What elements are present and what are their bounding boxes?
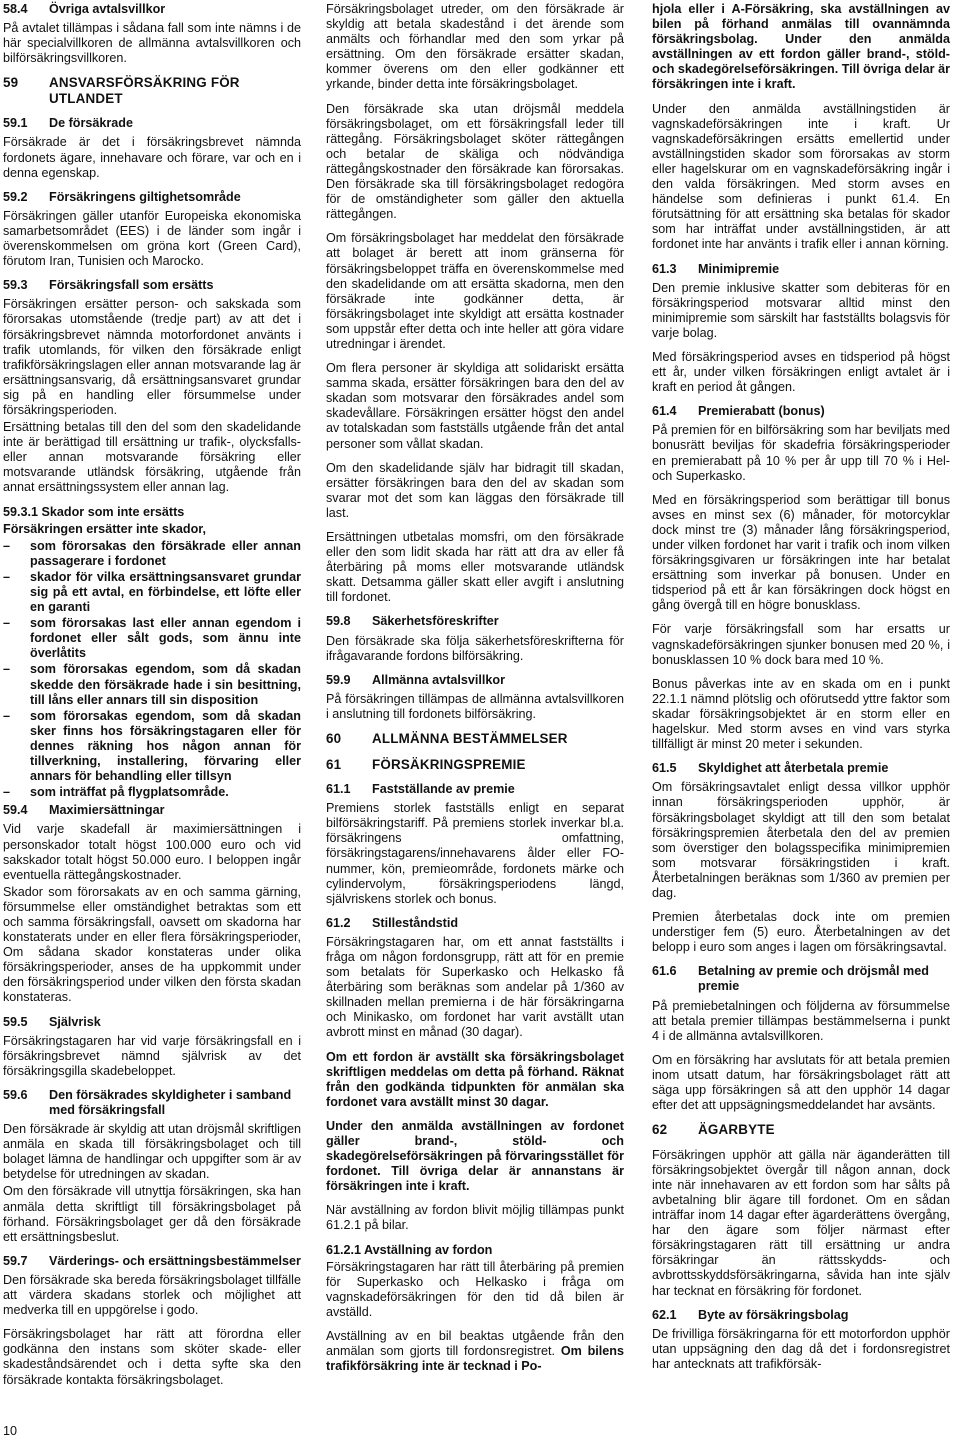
paragraph: Ersättningen utbetalas momsfri, om den försäkrade eller den som lidit skada har rätt att dra av eller få återbäring på moms eller motsvarande utländsk skatt. Detsamma gäller skatt eller avgift i anslutning till fordonet. bbox=[326, 530, 624, 605]
paragraph: Under den anmälda avställningstiden är vagnskadeförsäkringen inte i kraft. Ur vagnskadeförsäkringen ersätts emellertid under avställningstiden skador som förorsakas av storm eller hagelskurar om en vagnskadeförsäkring ingår i den valda försäkringen. Med storm avses en händelse som definieras i punkt 61.4. En förutsättning för att ersättning ska betalas för skador som har inträffat under avställningstiden, är att fordonet inte har använts i trafik eller i annan körning. bbox=[652, 101, 950, 252]
heading-61-6: 61.6 Betalning av premie och dröjsmål med premie bbox=[652, 964, 929, 994]
paragraph: De frivilliga försäkringarna för ett motorfordon upphör utan uppsägning den dag då det i fordonsregistret har antecknats att trafikförsäk- bbox=[652, 1326, 950, 1371]
heading-62-1: 62.1 Byte av försäkringsbolag bbox=[652, 1307, 849, 1322]
heading-59-6: 59.6 Den försäkrades skyldigheter i samband med försäkringsfall bbox=[3, 1087, 292, 1117]
column-3 bbox=[652, 2, 950, 1381]
list-item: – som förorsakas den försäkrade eller annan passagerare i fordonet bbox=[3, 538, 301, 568]
list-item: – som förorsakas last eller annan egendom i fordonet eller sålt gods, som ännu inte överlåtits bbox=[3, 616, 301, 661]
list-item: – som förorsakas egendom, som då skadan skedde den försäkrade hade i sin besittning, till låns eller annars till sin disposition bbox=[3, 662, 301, 707]
paragraph: Försäkringsbolaget har rätt att förordna eller godkänna den instans som sköter skade- eller skadeståndsärendet och i detta syfte ska den försäkrade kontakta försäkringsbolaget. bbox=[3, 1327, 301, 1387]
paragraph: Avställning av en bil beaktas utgående från den anmälan som gjorts till fordonsregistret. Om bilens trafikförsäkring inte är tecknad i Po- bbox=[326, 1329, 624, 1374]
paragraph: Med försäkringsperiod avses en tidsperiod på högst ett år, under vilken försäkringen enligt avtalet är i kraft en period åt gången. bbox=[652, 349, 950, 395]
heading-59-7: 59.7 Värderings- och ersättningsbestämmelser bbox=[3, 1253, 301, 1268]
heading-59-1: 59.1 De försäkrade bbox=[3, 116, 133, 131]
heading-59-3: 59.3 Försäkringsfall som ersätts bbox=[3, 278, 214, 293]
paragraph: På avtalet tillämpas i sådana fall som inte nämns i de här specialvillkoren de allmänna avtalsvillkoren och bilförsäkringsvillkoren. bbox=[3, 21, 301, 66]
paragraph: Om flera personer är skyldiga att solidariskt ersätta samma skada, ersätter försäkringen bara den del av skadan som motsvarar den försäkrades andel som skadevållare. Försäkringen ersätter högst den andel av totalskadan som fastställs utgående från det antal personer som vållat skadan. bbox=[326, 361, 624, 451]
bold-paragraph: Under den anmälda avställningen av fordonet gäller brand-, stöld- och skadegörelseförsäkringen på förvaringsstället för fordonet. Till övriga delar är annanstans är försäkringen inte i kraft. bbox=[326, 1118, 624, 1194]
paragraph: Försäkringstagaren har, om ett annat fastställts i fråga om någon fordonsgrupp, rätt att för en premie som betalats för Superkasko och Helkasko få återbäring som beräknas som andelar på 1/360 av skillnaden mellan premierna i de här försäkringarna och Minikasko, om fordonet har varit avställt utan avbrott minst en månad (30 dagar). bbox=[326, 934, 624, 1040]
paragraph: Försäkringstagaren har rätt till återbäring på premien för Superkasko och Helkasko i fråga om vagnskadeförsäkringen för den tid då bilen är avställd. bbox=[326, 1259, 624, 1319]
paragraph: Den försäkrade ska bereda försäkringsbolaget tillfälle att värdera skadans storlek och möjlighet att medverka till en uppgörelse i godo. bbox=[3, 1272, 301, 1318]
paragraph: Ersättning betalas till den del som den skadelidande inte är berättigad till ersättning ur trafik-, olycksfalls- eller annan motsvarande försäkring eller motsvarande utländsk försäkring, utgående från annat ersättningssystem eller annan lag. bbox=[3, 420, 301, 495]
paragraph: Den försäkrade är skyldig att utan dröjsmål skriftligen anmäla en skada till försäkringsbolaget och till bolaget lämna de handlingar och uppgifter som är av betydelse för utredningen av skadan. bbox=[3, 1122, 301, 1182]
paragraph: Bonus påverkas inte av en skada om en i punkt 22.1.1 nämnd plötslig och oförutsedd yttre faktor som skadar försäkringsobjektet är en storm eller en hagelskur. Med storm avses en vind vars styrka tillfälligt är minst 20 meter i sekunden. bbox=[652, 676, 950, 752]
paragraph: När avställning av fordon blivit möjlig tillämpas punkt 61.2.1 på bilar. bbox=[326, 1203, 624, 1233]
paragraph: Skador som förorsakats av en och samma gärning, försummelse eller omständighet betraktas som ett och samma försäkringsfall, oavsett om skadorna har konstaterats under en eller flera försäkringsperioder, Om sådana skador konstateras under olika försäkringsperioder, anses de ha uppkommit under den försäkringsperiod under vilken den första skadan konstateras. bbox=[3, 884, 301, 1005]
paragraph: Den försäkrade ska följa säkerhetsföreskrifterna för ifrågavarande fordons bilförsäkring. bbox=[326, 633, 624, 663]
paragraph: Om den skadelidande själv har bidragit till skadan, ersätter försäkringen bara den del av skadan som svarar mot det som kan läggas den försäkrade till last. bbox=[326, 460, 624, 520]
paragraph: Om den försäkrade vill utnyttja försäkringen, ska han anmäla detta skriftligt till försäkringsbolaget på förhand. Försäkringsbolaget ger då den försäkrade ett ersättningsbeslut. bbox=[3, 1184, 301, 1244]
heading-61-5: 61.5 Skyldighet att återbetala premie bbox=[652, 761, 889, 776]
list-intro: Försäkringen ersätter inte skador, bbox=[3, 521, 206, 536]
paragraph: Premiens storlek fastställs enligt en separat bilförsäkringstariff. På premiens storlek inverkar bl.a. försäkringens omfattning, försäkringstagarens/innehavarens ålder eller FO-nummer, kön, premieområde, fordonets märke och cylindervolym, försäkringsperiodens längd, självriskens storlek och bonus. bbox=[326, 801, 624, 906]
paragraph: Försäkringstagaren har vid varje försäkringsfall en i försäkringsbrevet nämnd självrisk av det försäkringsgilla skadebeloppet. bbox=[3, 1033, 301, 1078]
bold-paragraph: Om ett fordon är avställt ska försäkringsbolaget skriftligen meddelas om detta på förhand. Räknat från den godkända tidpunkten för anmälan ska fordonet vara avställt minst 30 dagar. bbox=[326, 1049, 624, 1109]
heading-61-1: 61.1 Fastställande av premie bbox=[326, 782, 515, 797]
paragraph: Premien återbetalas dock inte om premien understiger fem (5) euro. Återbetalningen av det belopp i euro som anges i lagen om försäkringsavtal. bbox=[652, 910, 950, 955]
heading-61-3: 61.3 Minimipremie bbox=[652, 261, 780, 276]
heading-59-4: 59.4 Maximiersättningar bbox=[3, 803, 165, 818]
heading-59: 59 ANSVARSFÖRSÄKRING FÖR UTLANDET bbox=[3, 75, 240, 106]
paragraph: Vid varje skadefall är maximiersättningen i personskador totalt högst 100.000 euro och vid sakskador totalt högst 50.000 euro. I beloppen ingår eventuella rättegångskostnader. bbox=[3, 822, 301, 882]
heading-61-2: 61.2 Stilleståndstid bbox=[326, 915, 459, 930]
paragraph: Försäkrade är det i försäkringsbrevet nämnda fordonets ägare, innehavare och förare, var och en i denna egenskap. bbox=[3, 135, 301, 180]
heading-61-2-1: 61.2.1 Avställning av fordon bbox=[326, 1242, 493, 1257]
paragraph: Den premie inklusive skatter som debiteras för en försäkringsperiod motsvarar alltid minst den minimipremie som särskilt har fastställts bolagsvis för varje bolag. bbox=[652, 280, 950, 340]
column-1 bbox=[3, 2, 301, 1397]
page-number: 10 bbox=[3, 1424, 18, 1438]
list-item: – skador för vilka ersättningsansvaret grundar sig på ett avtal, en förbindelse, ett löfte eller en garanti bbox=[3, 569, 301, 615]
list-item: – som inträffat på flygplatsområde. bbox=[3, 785, 229, 800]
heading-59-2: 59.2 Försäkringens giltighetsområde bbox=[3, 189, 241, 204]
paragraph: För varje försäkringsfall som har ersatts ur vagnskadeförsäkringen sjunker bonusen med 20 %, i bonusklassen 10 % dock bara med 10 %. bbox=[652, 622, 950, 667]
heading-59-5: 59.5 Självrisk bbox=[3, 1014, 101, 1029]
column-2 bbox=[326, 2, 624, 1383]
exclusion-list bbox=[3, 539, 301, 801]
heading-61: 61 FÖRSÄKRINGSPREMIE bbox=[326, 756, 526, 772]
paragraph: På försäkringen tillämpas de allmänna avtalsvillkoren i anslutning till fordonets bilförsäkring. bbox=[326, 691, 624, 721]
bold-paragraph: hjola eller i A-Försäkring, ska avställningen av bilen på förhand anmälas till ovannämnda försäkringsbolag. Under den anmälda avställningen av ett fordon gäller brand-, stöld- och skadegörelseförsäkringen. Till övriga delar är försäkringen inte i kraft. bbox=[652, 2, 950, 92]
heading-59-8: 59.8 Säkerhetsföreskrifter bbox=[326, 614, 499, 629]
paragraph: Försäkringen gäller utanför Europeiska ekonomiska samarbetsområdet (EES) i de länder som ingår i överenskommelsen om gröna kort (Green Card), förutom Iran, Tunisien och Marocko. bbox=[3, 208, 301, 269]
heading-60: 60 ALLMÄNNA BESTÄMMELSER bbox=[326, 731, 568, 747]
paragraph: Den försäkrade ska utan dröjsmål meddela försäkringsbolaget, om ett försäkringsfall leder till rättegång. Försäkringsbolaget sköter rättegången och betalar de skäliga och nödvändiga rättegångskostnader den försäkrade kan förorsakas. Den försäkrade ska till försäkringsbolaget redogöra för de omständigheter som gäller den aktuella rättegången. bbox=[326, 101, 624, 222]
paragraph: Försäkringen ersätter person- och sakskada som förorsakas utomstående (tredje part) av att det i försäkringsbrevet nämnda motorfordonet använts i trafik utomlands, för vilken den försäkrade enligt trafikförsäkringslagen eller annan motsvarande lag är ersättningsansvarig, då ersättningsansvaret grundar sig på en handling eller försummelse under försäkringsperioden. bbox=[3, 297, 301, 417]
heading-62: 62 ÄGARBYTE bbox=[652, 1122, 775, 1138]
paragraph: På premien för en bilförsäkring som har beviljats med bonusrätt beviljas för skadefria försäkringsperioder en premierabatt på 10 % per år upp till 70 % i Hel- och Superkasko. bbox=[652, 423, 950, 483]
paragraph: Om försäkringsavtalet enligt dessa villkor upphör innan försäkringsperioden upphör, är försäkringsbolaget skyldigt att till den som betalat försäkringspremien återbetala den del av premien som överstiger den bolagsspecifika minimipremien som motsvarar försäkringstiden i kraft. Återbetalningen beräknas som 1/360 av premien per dag. bbox=[652, 780, 950, 900]
list-item: – som förorsakas egendom, som då skadan sker finns hos försäkringstagaren eller för dennes räkning hos någon annan för tillverkning, installering, förvaring eller annars för behandling eller tillsyn bbox=[3, 708, 301, 784]
paragraph: På premiebetalningen och följderna av försummelse att betala premier tillämpas bestämmelserna i punkt 4 i de allmänna avtalsvillkoren. bbox=[652, 998, 950, 1043]
paragraph: Om en försäkring har avslutats för att betala premien inom utsatt datum, har försäkringsbolaget rätt att säga upp försäkringen så att den upphör 14 dagar efter det att uppsägningsmeddelandet har avsänts. bbox=[652, 1052, 950, 1113]
paragraph: Försäkringen upphör att gälla när äganderätten till försäkringsobjektet övergår till någon annan, dock inte när innehavaren av ett fordon som har sålts på avbetalning blir ägare till fordonet. Om en sådan inträffar inom 14 dagar efter ägarderättens övergång, har den ägare som följer närmast efter försäkringstagaren rätt till ersättning ur andra försäkringar än rättsskydds- och avbrottsskyddsförsäkringarna, såvida han inte själv har tecknat en försäkring för fordonet. bbox=[652, 1147, 950, 1298]
heading-58-4: 58.4 Övriga avtalsvillkor bbox=[3, 2, 166, 16]
paragraph: Med en försäkringsperiod som berättigar till bonus avses en minst sex (6) månader, för motorcyklar dock minst tre (3) månader lång försäkringsperiod, under vilken fordonet har varit i trafik och inom vilken försäkringsgivaren ur försäkringen inte har betalat ersättning som inverkar på bonusen. Under en tidsperiod på ett år kan försäkringen dock högst en gång övergå till en högre bonusklass. bbox=[652, 492, 950, 613]
paragraph: Om försäkringsbolaget har meddelat den försäkrade att bolaget är berett att inom gränserna för försäkringsbeloppet träffa en överenskommelse med den skadelidande om att ersätta skadorna, men den försäkrade inte godkänner detta, är försäkringsbolaget inte skyldigt att ersätta kostnader som uppstår efter detta och inte heller att göra vidare utredningar i ärendet. bbox=[326, 231, 624, 351]
paragraph: Försäkringsbolaget utreder, om den försäkrade är skyldig att betala skadestånd i det ärende som anmälts och förhandlar med den som yrkar på ersättning. Om den försäkrade ersätter skadan, kommer överens om den eller godkänner ett yrkande, binder detta inte försäkringsbolaget. bbox=[326, 2, 624, 92]
heading-59-3-1: 59.3.1 Skador som inte ersätts bbox=[3, 504, 185, 519]
heading-61-4: 61.4 Premierabatt (bonus) bbox=[652, 404, 825, 419]
heading-59-9: 59.9 Allmänna avtalsvillkor bbox=[326, 672, 505, 687]
